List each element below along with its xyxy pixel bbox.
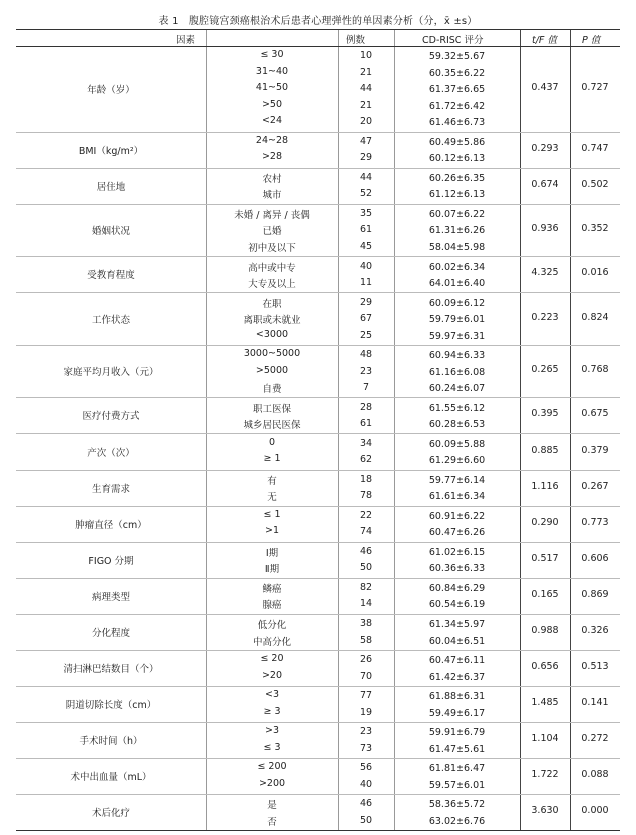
p-value: 0.000 xyxy=(581,804,609,816)
count-value: 82 xyxy=(359,581,373,593)
count-value: 21 xyxy=(359,99,373,111)
subgroup-label: 无 xyxy=(267,492,277,504)
score-value: 60.36±6.33 xyxy=(428,563,486,575)
p-value: 0.267 xyxy=(581,480,609,492)
subgroup-label: 城市 xyxy=(262,190,282,202)
p-value: 0.016 xyxy=(581,267,609,279)
t-f-value: 1.104 xyxy=(531,732,559,744)
score-value: 61.37±6.65 xyxy=(428,84,486,96)
score-value: 60.47±6.11 xyxy=(428,655,486,667)
subgroup-label: 大专及以上 xyxy=(248,279,296,291)
score-value: 61.12±6.13 xyxy=(428,189,486,201)
count-value: 18 xyxy=(359,473,373,485)
t-f-value: 0.265 xyxy=(531,364,559,376)
subgroup-label: 24~28 xyxy=(255,134,289,146)
t-f-value: 0.437 xyxy=(531,81,559,93)
score-value: 60.54±6.19 xyxy=(428,599,486,611)
p-value: 0.768 xyxy=(581,364,609,376)
subgroup-label: 是 xyxy=(267,800,277,812)
factor-label: FIGO 分期 xyxy=(88,555,134,567)
p-value: 0.352 xyxy=(581,222,609,234)
t-f-value: 0.293 xyxy=(531,142,559,154)
header-factor: 因素 xyxy=(176,35,196,46)
factor-label: 术中出血量（mL） xyxy=(70,771,152,783)
count-value: 23 xyxy=(359,726,373,738)
score-value: 61.46±6.73 xyxy=(428,117,486,129)
table-row-group xyxy=(16,722,620,759)
score-value: 61.42±6.37 xyxy=(428,671,486,683)
table-caption: 表 1 腹腔镜宫颈癌根治术后患者心理弹性的单因素分析（分，x̄ ±s） xyxy=(158,16,478,27)
count-value: 35 xyxy=(359,207,373,219)
count-value: 26 xyxy=(359,654,373,666)
factor-label: 婚姻状况 xyxy=(91,225,130,237)
count-value: 22 xyxy=(359,509,373,521)
score-value: 63.02±6.76 xyxy=(428,815,486,827)
factor-label: 术后化疗 xyxy=(91,807,130,819)
score-value: 60.12±6.13 xyxy=(428,153,486,165)
score-value: 60.09±5.88 xyxy=(428,438,486,450)
factor-label: 清扫淋巴结数目（个） xyxy=(63,663,159,675)
score-value: 58.04±5.98 xyxy=(428,242,486,253)
count-value: 38 xyxy=(359,617,373,629)
p-value: 0.824 xyxy=(581,311,609,323)
subgroup-label: Ⅱ期 xyxy=(264,564,280,576)
factor-label: 家庭平均月收入（元） xyxy=(63,367,159,379)
score-value: 60.35±6.22 xyxy=(428,67,486,79)
t-f-value: 0.165 xyxy=(531,588,559,600)
count-value: 20 xyxy=(359,116,373,128)
subgroup-label: 在职 xyxy=(262,298,282,310)
subgroup-label: <3000 xyxy=(255,328,289,340)
factor-label: 工作状态 xyxy=(91,314,130,326)
count-value: 40 xyxy=(359,260,373,272)
score-value: 59.97±6.31 xyxy=(428,330,486,342)
header-t-f: t/F 值 xyxy=(532,35,557,46)
subgroup-label: ≥ 3 xyxy=(263,705,281,717)
count-value: 21 xyxy=(359,66,373,78)
count-value: 61 xyxy=(359,418,373,430)
table-row-group xyxy=(16,614,620,651)
score-value: 61.61±6.34 xyxy=(428,491,486,503)
subgroup-label: 中高分化 xyxy=(252,636,291,648)
score-value: 61.29±6.60 xyxy=(428,455,486,467)
t-f-value: 1.485 xyxy=(531,696,559,708)
factor-label: 居住地 xyxy=(96,181,126,193)
count-value: 23 xyxy=(359,365,373,377)
p-value: 0.141 xyxy=(581,696,609,708)
subgroup-label: 未婚 / 离异 / 丧偶 xyxy=(234,209,310,221)
subgroup-label: ≤ 3 xyxy=(263,741,281,753)
score-value: 60.26±6.35 xyxy=(428,172,486,184)
p-value: 0.869 xyxy=(581,588,609,600)
table-row-group xyxy=(16,434,620,471)
p-value: 0.675 xyxy=(581,408,609,420)
header-count: 例数 xyxy=(346,35,366,46)
count-value: 62 xyxy=(359,454,373,466)
score-value: 60.84±6.29 xyxy=(428,582,486,594)
count-value: 47 xyxy=(359,135,373,147)
score-value: 59.57±6.01 xyxy=(428,779,486,791)
table-row-group xyxy=(16,256,620,293)
subgroup-label: <3 xyxy=(264,689,279,701)
subgroup-label: ≥ 1 xyxy=(263,453,281,465)
score-value: 58.36±5.72 xyxy=(428,799,486,811)
count-value: 7 xyxy=(362,382,370,394)
score-value: 60.04±6.51 xyxy=(428,635,486,647)
factor-label: 生育需求 xyxy=(91,483,130,495)
factor-label: 手术时间（h） xyxy=(79,735,143,747)
factor-label: 分化程度 xyxy=(91,627,130,639)
score-value: 60.91±6.22 xyxy=(428,510,486,522)
subgroup-label: 初中及以下 xyxy=(248,243,296,254)
subgroup-label: ≤ 1 xyxy=(263,508,281,520)
subgroup-label: 农村 xyxy=(262,173,282,185)
t-f-value: 0.223 xyxy=(531,311,559,323)
count-value: 78 xyxy=(359,490,373,502)
score-value: 60.09±6.12 xyxy=(428,297,486,309)
count-value: 45 xyxy=(359,241,373,252)
factor-label: 医疗付费方式 xyxy=(82,411,140,423)
score-value: 59.79±6.01 xyxy=(428,314,486,326)
p-value: 0.502 xyxy=(581,178,609,190)
header-p: P 值 xyxy=(582,35,601,46)
count-value: 29 xyxy=(359,296,373,308)
t-f-value: 0.395 xyxy=(531,408,559,420)
count-value: 29 xyxy=(359,152,373,164)
count-value: 58 xyxy=(359,634,373,646)
subgroup-label: 离职或未就业 xyxy=(243,315,301,327)
subgroup-label: 低分化 xyxy=(257,619,287,631)
count-value: 14 xyxy=(359,598,373,610)
count-value: 74 xyxy=(359,526,373,538)
count-value: 50 xyxy=(359,562,373,574)
t-f-value: 0.885 xyxy=(531,444,559,456)
table-row-group xyxy=(16,686,620,723)
subgroup-label: <24 xyxy=(261,115,283,127)
subgroup-label: 41~50 xyxy=(255,82,289,94)
subgroup-label: 3000~5000 xyxy=(243,348,301,360)
score-value: 59.91±6.79 xyxy=(428,727,486,739)
t-f-value: 0.656 xyxy=(531,660,559,672)
table-row-group xyxy=(16,758,620,795)
p-value: 0.088 xyxy=(581,768,609,780)
p-value: 0.747 xyxy=(581,142,609,154)
count-value: 28 xyxy=(359,401,373,413)
score-value: 61.72±6.42 xyxy=(428,100,486,112)
score-value: 60.28±6.53 xyxy=(428,419,486,431)
count-value: 19 xyxy=(359,706,373,718)
subgroup-label: 0 xyxy=(268,436,276,448)
p-value: 0.727 xyxy=(581,81,609,93)
table-row-group xyxy=(16,292,620,346)
subgroup-label: 腺癌 xyxy=(262,600,282,612)
count-value: 46 xyxy=(359,798,373,810)
score-value: 64.01±6.40 xyxy=(428,278,486,290)
count-value: 11 xyxy=(359,277,373,289)
count-value: 67 xyxy=(359,313,373,325)
factor-label: 阴道切除长度（cm） xyxy=(65,699,157,711)
score-value: 60.47±6.26 xyxy=(428,527,486,539)
score-value: 59.77±6.14 xyxy=(428,474,486,486)
score-value: 61.31±6.26 xyxy=(428,225,486,237)
count-value: 52 xyxy=(359,188,373,200)
subgroup-label: >1 xyxy=(264,525,279,537)
count-value: 10 xyxy=(359,50,373,62)
subgroup-label: >50 xyxy=(261,98,283,110)
subgroup-label: ≤ 30 xyxy=(260,49,284,61)
table-row-group xyxy=(16,794,620,830)
subgroup-label: >20 xyxy=(261,669,283,681)
subgroup-label: ≤ 20 xyxy=(260,653,284,665)
score-value: 61.16±6.08 xyxy=(428,366,486,378)
factor-label: 产次（次） xyxy=(87,447,135,459)
factor-label: 肿瘤直径（cm） xyxy=(75,519,147,531)
subgroup-label: 鳞癌 xyxy=(262,583,282,595)
subgroup-label: 自费 xyxy=(262,384,282,396)
subgroup-label: ≤ 200 xyxy=(257,761,287,773)
subgroup-label: 有 xyxy=(267,475,277,487)
subgroup-label: Ⅰ期 xyxy=(265,547,279,559)
score-value: 61.81±6.47 xyxy=(428,763,486,775)
count-value: 46 xyxy=(359,545,373,557)
count-value: 61 xyxy=(359,224,373,236)
table-row-group xyxy=(16,542,620,579)
subgroup-label: 31~40 xyxy=(255,65,289,77)
p-value: 0.513 xyxy=(581,660,609,672)
table-row-group xyxy=(16,650,620,687)
count-value: 34 xyxy=(359,437,373,449)
count-value: 25 xyxy=(359,329,373,341)
count-value: 40 xyxy=(359,778,373,790)
t-f-value: 4.325 xyxy=(531,267,559,279)
subgroup-label: 已婚 xyxy=(262,226,282,238)
subgroup-label: 城乡居民医保 xyxy=(243,420,301,432)
count-value: 73 xyxy=(359,742,373,754)
t-f-value: 1.116 xyxy=(531,480,559,492)
t-f-value: 0.290 xyxy=(531,516,559,528)
t-f-value: 0.674 xyxy=(531,178,559,190)
score-value: 60.94±6.33 xyxy=(428,350,486,362)
table-row-group xyxy=(16,46,620,133)
t-f-value: 0.936 xyxy=(531,222,559,234)
score-value: 60.02±6.34 xyxy=(428,261,486,273)
p-value: 0.379 xyxy=(581,444,609,456)
score-value: 61.02±6.15 xyxy=(428,546,486,558)
score-value: 60.24±6.07 xyxy=(428,383,486,395)
subgroup-label: >3 xyxy=(264,725,279,737)
factor-label: 受教育程度 xyxy=(87,270,135,282)
t-f-value: 3.630 xyxy=(531,804,559,816)
table-row-group xyxy=(16,345,620,399)
count-value: 44 xyxy=(359,171,373,183)
score-value: 60.49±5.86 xyxy=(428,136,486,148)
count-value: 70 xyxy=(359,670,373,682)
data-table xyxy=(16,29,620,831)
table-row-group xyxy=(16,578,620,615)
factor-label: BMI（kg/m²） xyxy=(78,145,144,157)
score-value: 59.32±5.67 xyxy=(428,51,486,63)
count-value: 50 xyxy=(359,814,373,826)
factor-label: 病理类型 xyxy=(91,591,130,603)
p-value: 0.272 xyxy=(581,732,609,744)
subgroup-label: >5000 xyxy=(255,364,289,376)
t-f-value: 1.722 xyxy=(531,768,559,780)
table-row-group xyxy=(16,397,620,434)
count-value: 44 xyxy=(359,83,373,95)
table-row-group xyxy=(16,204,620,258)
subgroup-label: >28 xyxy=(261,151,283,163)
count-value: 77 xyxy=(359,690,373,702)
t-f-value: 0.517 xyxy=(531,552,559,564)
score-value: 60.07±6.22 xyxy=(428,208,486,220)
factor-label: 年龄（岁） xyxy=(87,84,135,96)
score-value: 59.49±6.17 xyxy=(428,707,486,719)
header-row xyxy=(16,30,620,47)
subgroup-label: 职工医保 xyxy=(252,403,291,415)
header-score: CD-RISC 评分 xyxy=(422,35,484,46)
table-row-group xyxy=(16,470,620,507)
count-value: 56 xyxy=(359,762,373,774)
table-row-group xyxy=(16,168,620,205)
table-row-group xyxy=(16,506,620,543)
table-row-group xyxy=(16,132,620,169)
t-f-value: 0.988 xyxy=(531,624,559,636)
count-value: 48 xyxy=(359,349,373,361)
subgroup-label: 高中或中专 xyxy=(248,262,296,274)
score-value: 61.88±6.31 xyxy=(428,691,486,703)
score-value: 61.55±6.12 xyxy=(428,402,486,414)
p-value: 0.326 xyxy=(581,624,609,636)
p-value: 0.606 xyxy=(581,552,609,564)
score-value: 61.47±5.61 xyxy=(428,743,486,755)
subgroup-label: 否 xyxy=(267,816,277,828)
p-value: 0.773 xyxy=(581,516,609,528)
subgroup-label: >200 xyxy=(258,777,286,789)
score-value: 61.34±5.97 xyxy=(428,618,486,630)
